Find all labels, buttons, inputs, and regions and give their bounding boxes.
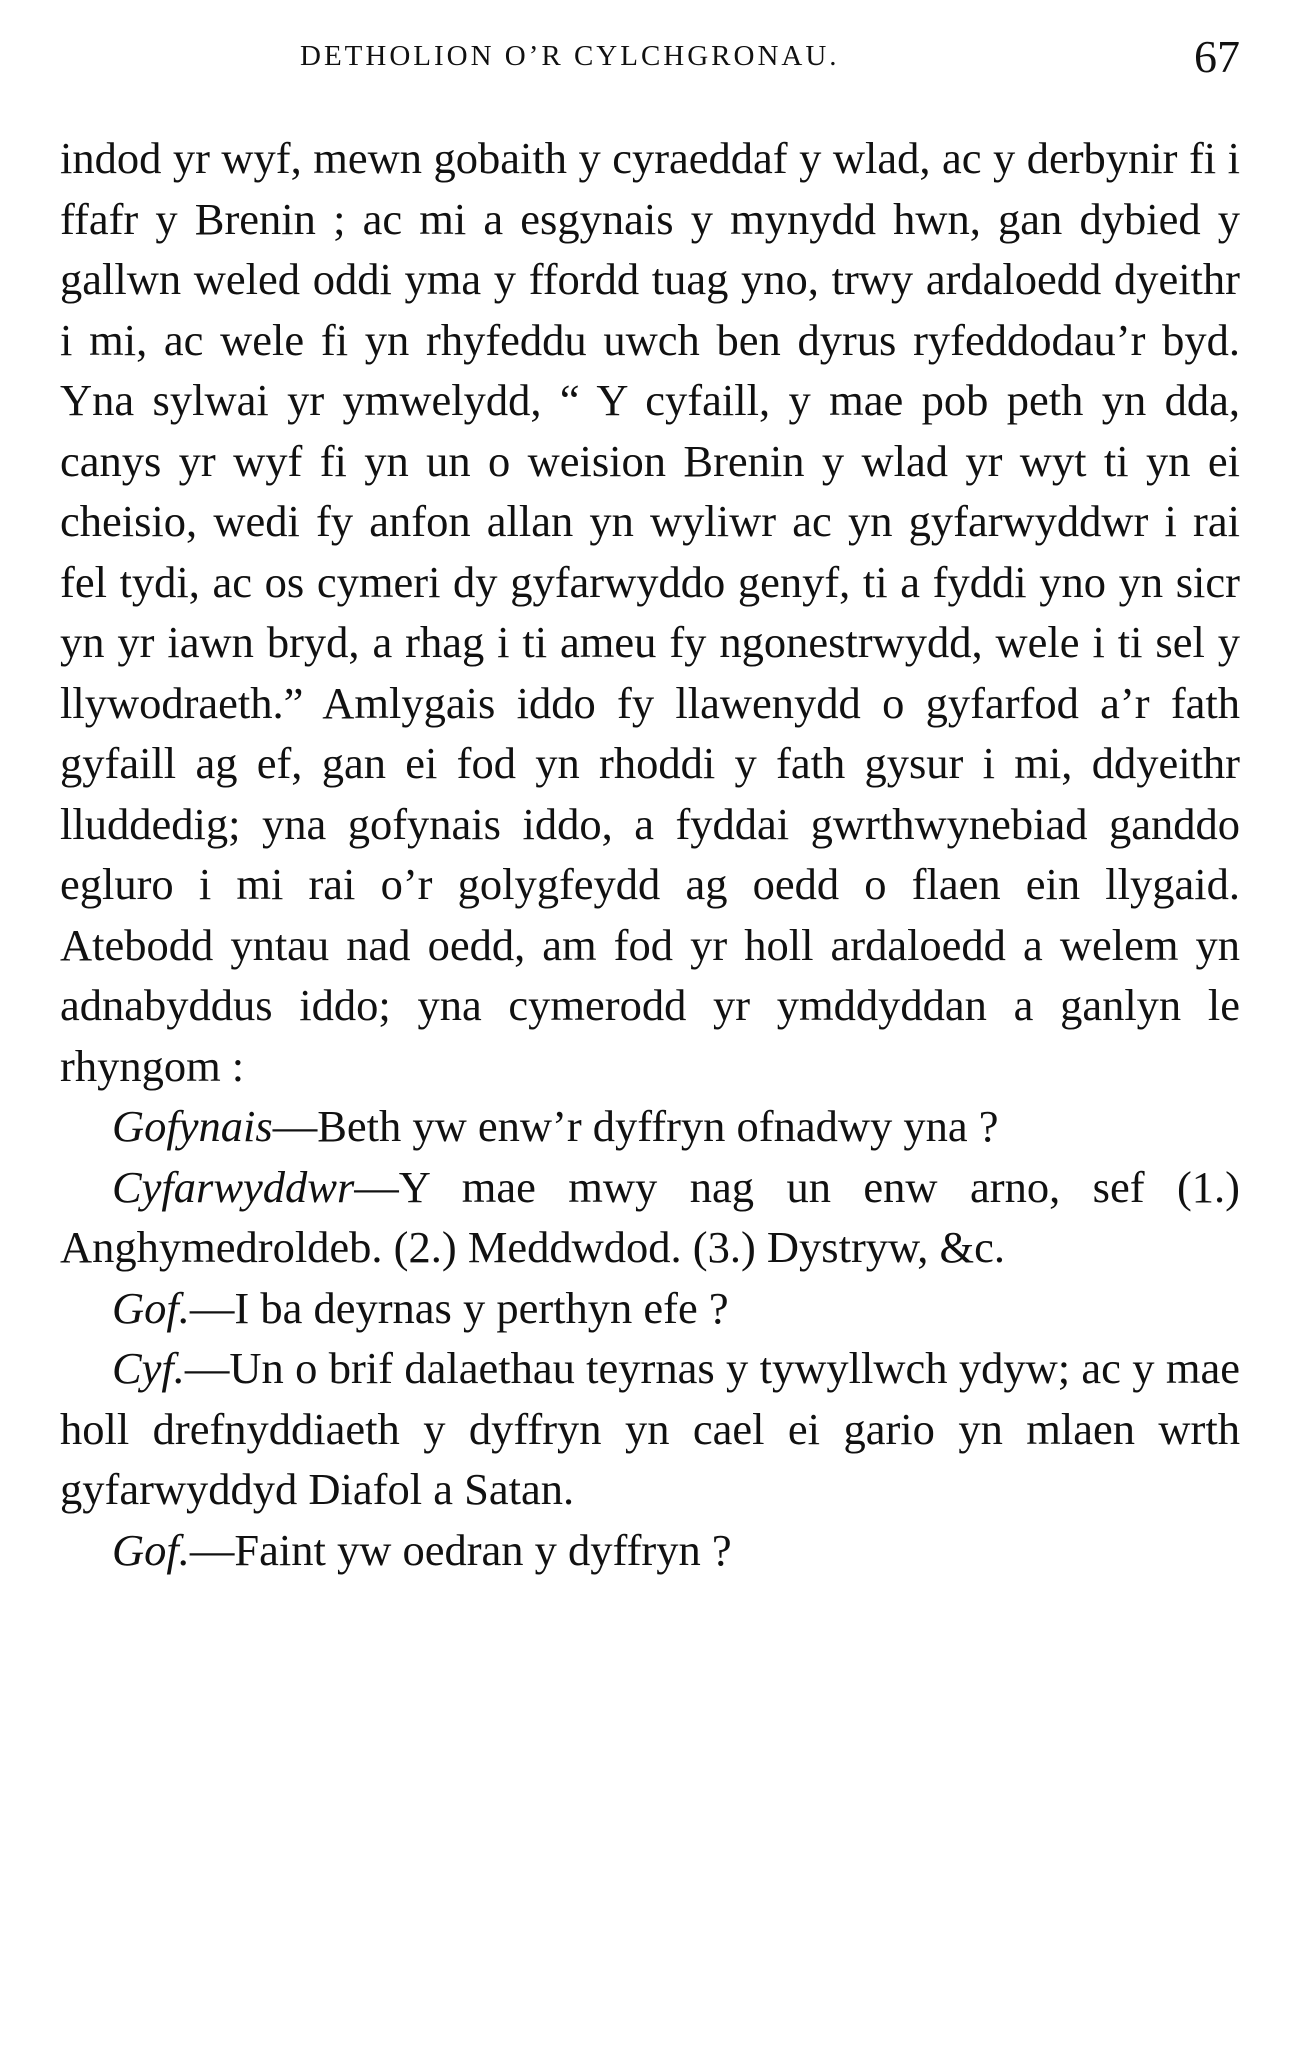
dialogue-line [60, 1278, 1240, 1339]
book-page [60, 0, 1240, 2056]
dialogue-speaker: Gof. [112, 1282, 190, 1333]
dialogue-speaker: Cyfarwyddwr [112, 1161, 355, 1212]
dialogue-speaker: Gof. [112, 1524, 190, 1575]
running-head [60, 30, 1240, 90]
opening-paragraph: indod yr wyf, mewn gobaith y cyraeddaf y wlad, ac y derbynir fi i ffafr y Brenin ; ac mi a esgynais y mynydd hwn, gan dybied y gallwn weled oddi yma y ffordd tuag yno, trwy ardaloedd dyeithr i mi, ac wele fi yn rhyfeddu uwch ben dyrus ryfeddodau’r byd. Yna sylwai yr ymwelydd, “ Y cyfaill, y mae pob peth yn dda, canys yr wyf fi yn un o weision Brenin y wlad yr wyt ti yn ei cheisio, wedi fy anfon allan yn wyliwr ac yn gyfarwyddwr i rai fel tydi, ac os cymeri dy gyfarwyddo genyf, ti a fyddi yno yn sicr yn yr iawn bryd, a rhag i ti ameu fy ngonestrwydd, wele i ti sel y llywodraeth.” Amlygais iddo fy llawenydd o gyfarfod a’r fath gyfaill ag ef, gan ei fod yn rhoddi y fath gysur i mi, ddyeithr lluddedig; yna gofynais iddo, a fyddai gwrthwynebiad ganddo egluro i mi rai o’r golygfeydd ag oedd o flaen ein llygaid. Atebodd yntau nad oedd, am fod yr holl ardaloedd a welem yn adnabyddus iddo; yna cymerodd yr ymddyddan a ganlyn le rhyngom : [60, 133, 1240, 1091]
dialogue-text: —Beth yw enw’r dyffryn ofnadwy yna ? [272, 1101, 999, 1151]
running-title: DETHOLION O’R CYLCHGRONAU. [300, 40, 840, 72]
dialogue-line [60, 1157, 1240, 1278]
dialogue-line [60, 1520, 1240, 1581]
page-number: 67 [1194, 31, 1240, 82]
dialogue-line [60, 1338, 1240, 1520]
dialogue-speaker: Gofynais [112, 1101, 273, 1151]
dialogue-text: —Y mae mwy nag un enw arno, sef (1.) Anghymedroldeb. (2.) Meddwdod. (3.) Dystryw, &c. [60, 1161, 1240, 1272]
dialogue-text: —I ba deyrnas y perthyn efe ? [189, 1282, 729, 1333]
dialogue-text: —Faint yw oedran y dyffryn ? [189, 1524, 732, 1575]
body-text [60, 128, 1240, 1580]
dialogue-line [60, 1096, 1240, 1157]
dialogue-text: —Un o brif dalaethau teyrnas y tywyllwch ydyw; ac y mae holl drefnyddiaeth y dyffryn yn cael ei gario yn mlaen wrth gyfarwyddyd Diafol a Satan. [60, 1343, 1240, 1514]
dialogue-speaker: Cyf. [112, 1343, 185, 1393]
